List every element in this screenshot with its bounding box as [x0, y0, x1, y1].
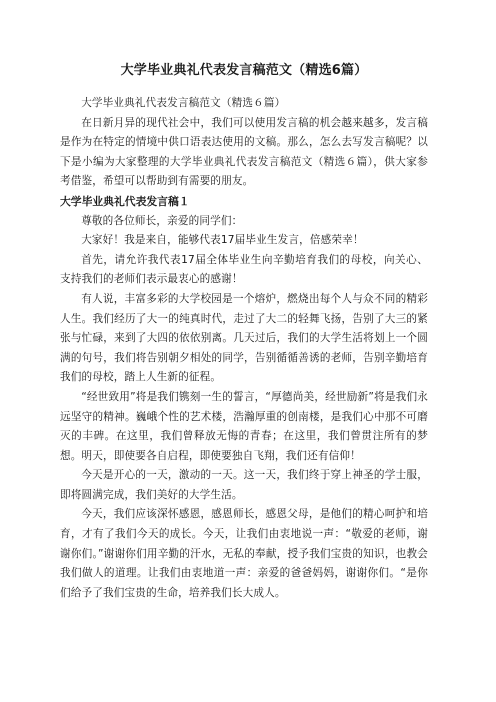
- document-body: [60, 94, 428, 603]
- greeting-paragraph: 大家好！我是来自，能够代表17届毕业生发言，倍感荣幸！: [81, 234, 364, 247]
- body-paragraph: 首先，请允许我代表17届全体毕业生向辛勤培育我们的母校，向关心、支持我们的老师们表示最衷心的感谢！: [60, 253, 428, 286]
- body-paragraph: 今天是开心的一天，激动的一天。这一天，我们终于穿上神圣的学士服，即将圆满完成，我们美好的大学生活。: [60, 469, 428, 501]
- salutation-paragraph: 尊敬的各位师长，亲爱的同学们：: [81, 214, 243, 227]
- body-paragraph: 有人说，丰富多彩的大学校园是一个熔炉，燃烧出每个人与众不同的精彩人生。我们经历了大一的纯真时代，走过了大二的轻舞飞扬，告别了大三的紧张与忙碌，来到了大四的依依别离。几天过后，我们的大学生活将划上一个圆满的句号，我们将告别朝夕相处的同学，告别循循善诱的老师，告别辛勤培育我们的母校，踏上人生新的征程。: [60, 292, 428, 384]
- body-paragraph: “经世致用”将是我们镌刻一生的誓言，“厚德尚美，经世励新”将是我们永远坚守的精神。巍峨个性的艺术楼，浩瀚厚重的创南楼，是我们心中那不可磨灭的丰碑。在这里，我们曾释放无悔的青春；在这里，我们曾贯注所有的梦想。明天，即使要各自启程，即使要独自飞翔，我们还有信仰！: [60, 390, 428, 462]
- intro-paragraph: 在日新月异的现代社会中，我们可以使用发言稿的机会越来越多，发言稿是作为在特定的情境中供口语表达使用的文稿。那么，怎么去写发言稿呢？以下是小编为大家整理的大学毕业典礼代表发言稿范文（精选６篇），供大家参考借鉴，希望可以帮助到有需要的朋友。: [60, 116, 428, 188]
- document-title: 大学毕业典礼代表发言稿范文（精选6篇）: [120, 63, 368, 78]
- subtitle-paragraph: 大学毕业典礼代表发言稿范文（精选６篇）: [81, 97, 286, 109]
- section-heading: 大学毕业典礼代表发言稿１: [60, 194, 190, 208]
- body-paragraph: 今天，我们应该深怀感恩，感恩师长，感恩父母，是他们的精心呵护和培育，才有了我们今天的成长。今天，让我们由衷地说一声：“敬爱的老师，谢谢你们。”谢谢你们用辛勤的汗水，无私的奉献，授予我们宝贵的知识，也教会我们做人的道理。让我们由衷地道一声：亲爱的爸爸妈妈，谢谢你们。“是你们给予了我们宝贵的生命，培养我们长大成人。: [60, 508, 428, 599]
